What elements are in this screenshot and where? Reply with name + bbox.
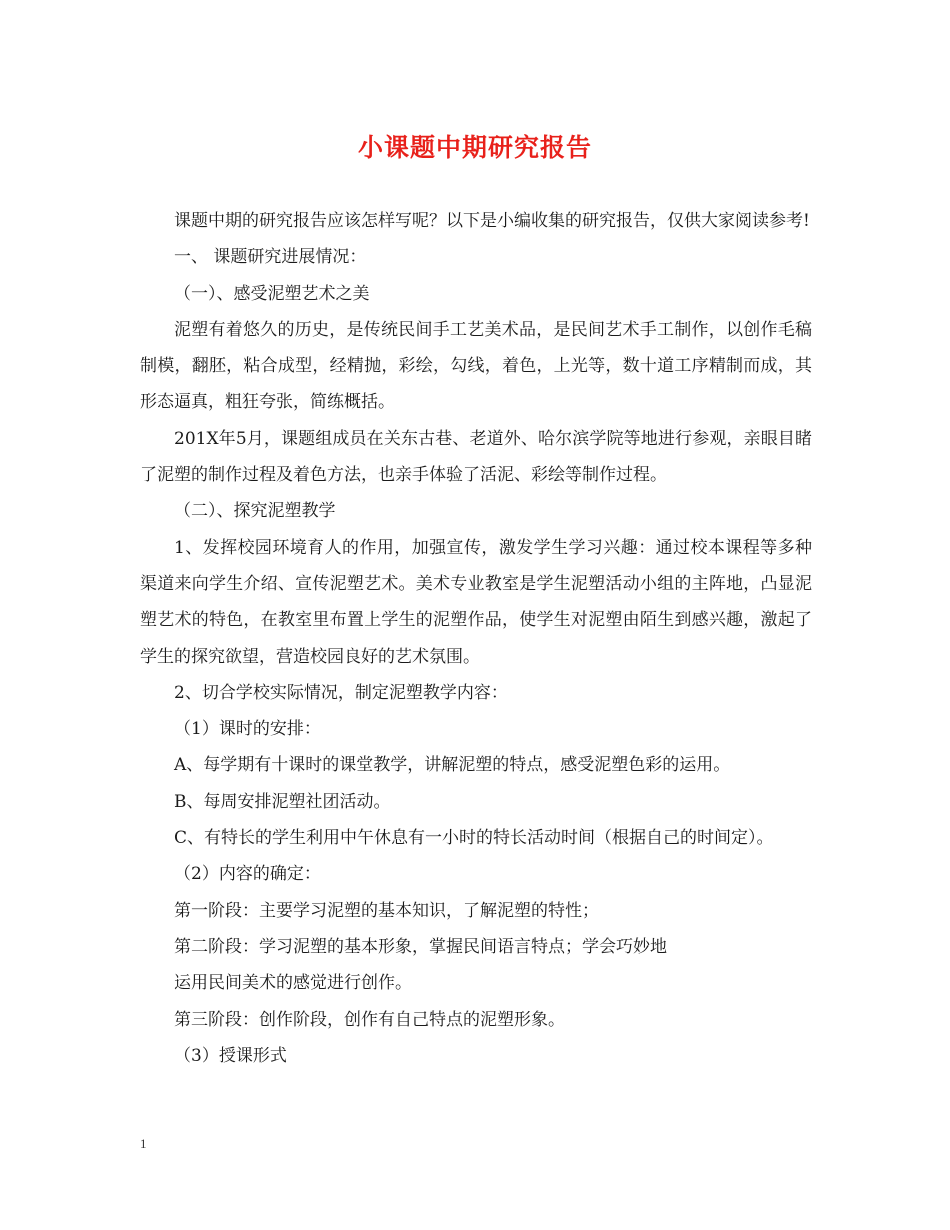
- subsection-heading-teaching: （二）、探究泥塑教学: [174, 501, 336, 522]
- section-heading-progress: 一、 课题研究进展情况：: [174, 247, 367, 268]
- body-paragraph-teaching-content: 2、切合学校实际情况，制定泥塑教学内容：: [174, 682, 508, 703]
- body-paragraph-history: 泥塑有着悠久的历史，是传统民间手工艺美术品，是民间艺术手工制作，以创作毛稿制模，翻胚，粘合成型，经精抛，彩绘，勾线，着色，上光等，数十道工序精制而成，其形态逼真，粗狂夸张，简练概括。: [140, 319, 812, 413]
- document-title: 小课题中期研究报告: [357, 133, 592, 162]
- list-item-c: C、有特长的学生利用中午休息有一小时的特长活动时间（根据自己的时间定）。: [174, 828, 774, 849]
- stage-three: 第三阶段：创作阶段，创作有自己特点的泥塑形象。: [174, 1009, 565, 1030]
- intro-paragraph: 课题中期的研究报告应该怎样写呢？以下是小编收集的研究报告，仅供大家阅读参考!: [174, 211, 810, 231]
- page-number: 1: [140, 1136, 147, 1151]
- list-item-b: B、每周安排泥塑社团活动。: [174, 791, 391, 812]
- document-body: [140, 203, 812, 1074]
- list-heading-content: （2）内容的确定：: [174, 864, 321, 885]
- stage-two: 第二阶段：学习泥塑的基本形象，掌握民间语言特点；学会巧妙地: [174, 936, 667, 957]
- list-heading-schedule: （1）课时的安排：: [174, 719, 321, 740]
- list-item-a: A、每学期有十课时的课堂教学，讲解泥塑的特点，感受泥塑色彩的运用。: [174, 755, 731, 776]
- body-paragraph-visit: 201X年5月，课题组成员在关东古巷、老道外、哈尔滨学院等地进行参观，亲眼目睹了泥塑的制作过程及着色方法，也亲手体验了活泥、彩绘等制作过程。: [140, 428, 812, 486]
- subsection-heading-appreciation: （一）、感受泥塑艺术之美: [174, 283, 370, 304]
- stage-one: 第一阶段：主要学习泥塑的基本知识，了解泥塑的特性；: [174, 900, 599, 921]
- stage-two-continued: 运用民间美术的感觉进行创作。: [174, 973, 412, 994]
- body-paragraph-campus-environment: 1、发挥校园环境育人的作用，加强宣传，激发学生学习兴趣：通过校本课程等多种渠道来向学生介绍、宣传泥塑艺术。美术专业教室是学生泥塑活动小组的主阵地，凸显泥塑艺术的特色，在教室里布置上学生的泥塑作品，使学生对泥塑由陌生到感兴趣，激起了学生的探究欲望，营造校园良好的艺术氛围。: [140, 537, 812, 667]
- list-heading-format: （3）授课形式: [174, 1045, 287, 1066]
